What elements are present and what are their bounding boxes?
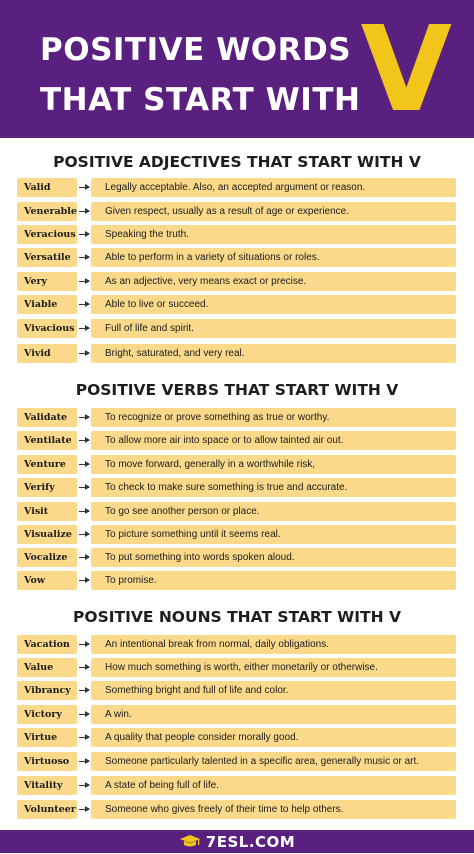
arrow-icon — [79, 511, 89, 512]
word-label: Very — [17, 272, 77, 291]
arrow-icon — [79, 809, 89, 810]
list-item — [0, 635, 474, 654]
list-item — [0, 431, 474, 450]
definition-text: Someone who gives freely of their time to help others. — [91, 800, 456, 819]
list-item — [0, 658, 474, 677]
word-label: Vow — [17, 571, 77, 590]
arrow-icon — [79, 580, 89, 581]
header-letter: V — [360, 0, 452, 138]
list-item — [0, 502, 474, 521]
word-label: Value — [17, 658, 77, 677]
header-banner — [0, 0, 474, 138]
list-item — [0, 295, 474, 314]
word-label: Venerable — [17, 202, 77, 221]
list-item — [0, 178, 474, 197]
definition-text: Full of life and spirit. — [91, 319, 456, 338]
list-item — [0, 248, 474, 267]
arrow-icon — [79, 353, 89, 354]
section-title-nouns: POSITIVE NOUNS THAT START WITH V — [73, 608, 401, 626]
arrow-icon — [79, 464, 89, 465]
word-label: Vibrancy — [17, 681, 77, 700]
definition-text: To check to make sure something is true and accurate. — [91, 478, 456, 497]
definition-text: An intentional break from normal, daily obligations. — [91, 635, 456, 654]
section-title-adjectives: POSITIVE ADJECTIVES THAT START WITH V — [53, 153, 421, 171]
definition-text: To go see another person or place. — [91, 502, 456, 521]
list-item — [0, 705, 474, 724]
footer-bar — [0, 830, 474, 853]
list-item — [0, 455, 474, 474]
definition-text: To move forward, generally in a worthwhile risk, — [91, 455, 456, 474]
arrow-icon — [79, 690, 89, 691]
word-label: Vocalize — [17, 548, 77, 567]
definition-text: Someone particularly talented in a specific area, generally music or art. — [91, 752, 456, 771]
word-label: Visit — [17, 502, 77, 521]
list-item — [0, 272, 474, 291]
word-label: Validate — [17, 408, 77, 427]
arrow-icon — [79, 234, 89, 235]
list-item — [0, 478, 474, 497]
arrow-icon — [79, 328, 89, 329]
definition-text: How much something is worth, either monetarily or otherwise. — [91, 658, 456, 677]
arrow-icon — [79, 644, 89, 645]
list-item — [0, 752, 474, 771]
definition-text: To picture something until it seems real. — [91, 525, 456, 544]
word-label: Verify — [17, 478, 77, 497]
arrow-icon — [79, 785, 89, 786]
list-item — [0, 344, 474, 363]
list-item — [0, 776, 474, 795]
arrow-icon — [79, 187, 89, 188]
arrow-icon — [79, 417, 89, 418]
list-item — [0, 548, 474, 567]
arrow-icon — [79, 714, 89, 715]
arrow-icon — [79, 761, 89, 762]
word-label: Veracious — [17, 225, 77, 244]
definition-text: To put something into words spoken aloud. — [91, 548, 456, 567]
word-label: Vivacious — [17, 319, 77, 338]
header-title-line2: THAT START WITH — [40, 82, 361, 118]
footer-logo-text: 7ESL.COM — [205, 832, 296, 851]
arrow-icon — [79, 487, 89, 488]
arrow-icon — [79, 737, 89, 738]
word-label: Visualize — [17, 525, 77, 544]
word-label: Virtue — [17, 728, 77, 747]
arrow-icon — [79, 281, 89, 282]
list-item — [0, 525, 474, 544]
list-item — [0, 225, 474, 244]
list-item — [0, 319, 474, 338]
word-label: Victory — [17, 705, 77, 724]
word-label: Versatile — [17, 248, 77, 267]
arrow-icon — [79, 667, 89, 668]
list-item — [0, 408, 474, 427]
arrow-icon — [79, 534, 89, 535]
definition-text: Speaking the truth. — [91, 225, 456, 244]
arrow-icon — [79, 257, 89, 258]
definition-text: Able to live or succeed. — [91, 295, 456, 314]
definition-text: To allow more air into space or to allow tainted air out. — [91, 431, 456, 450]
definition-text: As an adjective, very means exact or precise. — [91, 272, 456, 291]
definition-text: To recognize or prove something as true or worthy. — [91, 408, 456, 427]
definition-text: Legally acceptable. Also, an accepted argument or reason. — [91, 178, 456, 197]
arrow-icon — [79, 211, 89, 212]
footer-brand[interactable] — [179, 830, 295, 853]
definition-text: To promise. — [91, 571, 456, 590]
list-item — [0, 202, 474, 221]
word-label: Vacation — [17, 635, 77, 654]
word-label: Vitality — [17, 776, 77, 795]
list-item — [0, 681, 474, 700]
word-label: Valid — [17, 178, 77, 197]
list-item — [0, 800, 474, 819]
graduation-cap-icon — [179, 834, 201, 849]
definition-text: A state of being full of life. — [91, 776, 456, 795]
word-label: Vivid — [17, 344, 77, 363]
list-item — [0, 728, 474, 747]
word-label: Virtuoso — [17, 752, 77, 771]
word-label: Volunteer — [17, 800, 77, 819]
section-title-verbs: POSITIVE VERBS THAT START WITH V — [75, 381, 399, 399]
definition-text: Given respect, usually as a result of age or experience. — [91, 202, 456, 221]
arrow-icon — [79, 304, 89, 305]
definition-text: A win. — [91, 705, 456, 724]
definition-text: Something bright and full of life and color. — [91, 681, 456, 700]
arrow-icon — [79, 440, 89, 441]
definition-text: Able to perform in a variety of situations or roles. — [91, 248, 456, 267]
header-title-line1: POSITIVE WORDS — [40, 32, 352, 68]
arrow-icon — [79, 557, 89, 558]
word-label: Viable — [17, 295, 77, 314]
word-label: Ventilate — [17, 431, 77, 450]
definition-text: A quality that people consider morally good. — [91, 728, 456, 747]
definition-text: Bright, saturated, and very real. — [91, 344, 456, 363]
list-item — [0, 571, 474, 590]
word-label: Venture — [17, 455, 77, 474]
